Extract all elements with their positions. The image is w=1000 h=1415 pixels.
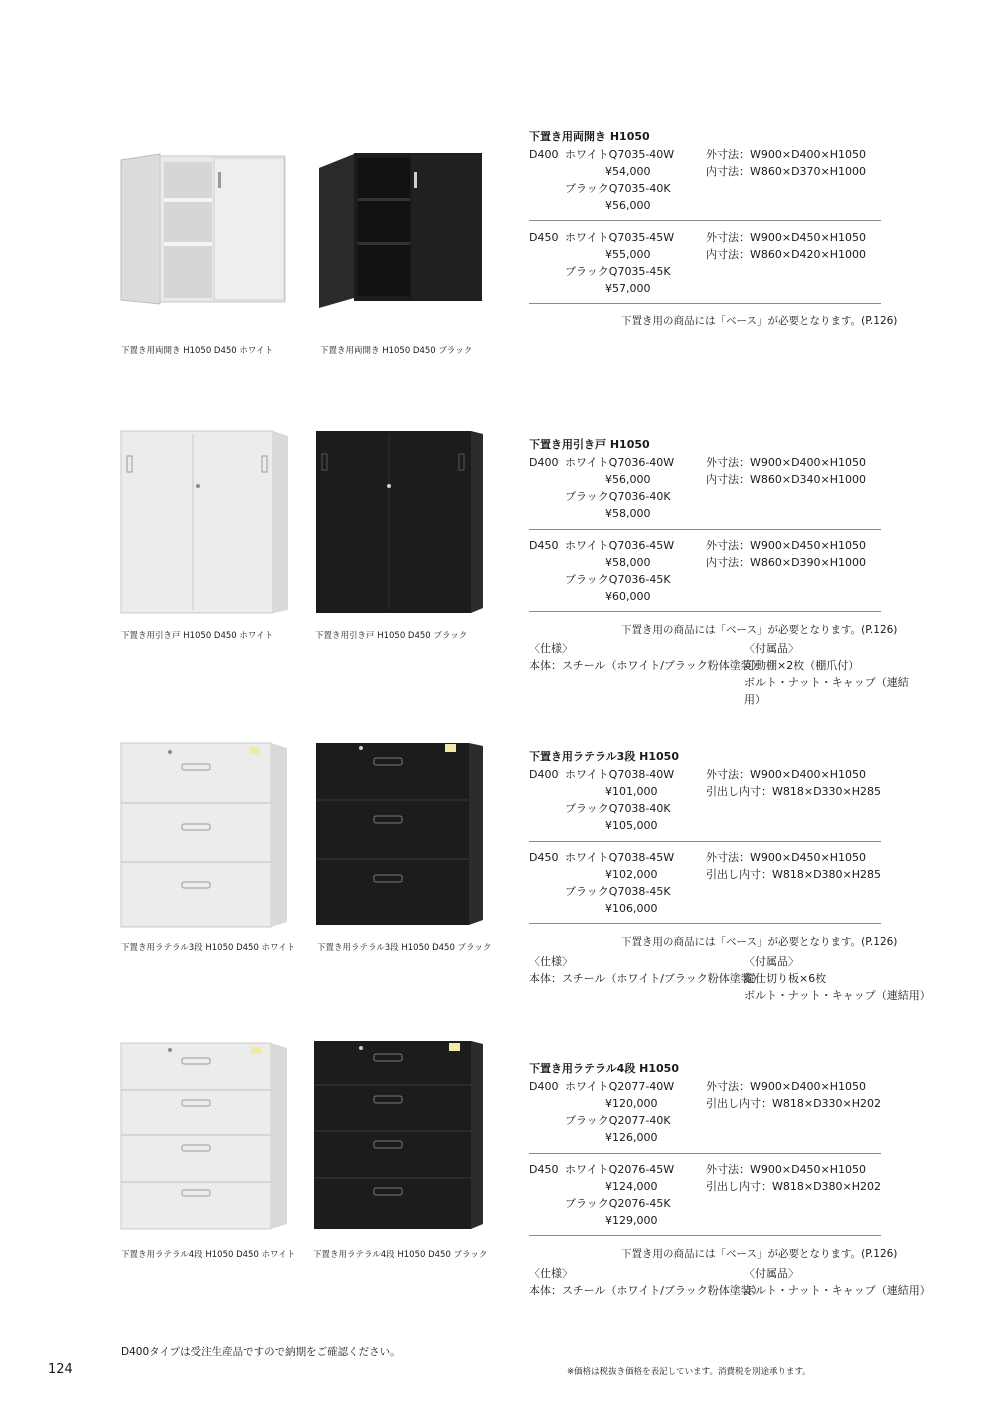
product-code: Q7036-40W (608, 456, 675, 469)
accessories-heading: 〈付属品〉 (744, 1267, 799, 1280)
price: ¥56,000 (605, 199, 651, 212)
outer-dimensions: 外寸法：W900×D400×H1050 (706, 456, 867, 469)
image-caption-white: 下置き用引き戸 H1050 D450 ホワイト (121, 631, 274, 641)
price: ¥126,000 (605, 1131, 658, 1144)
color-label-black: ブラック (565, 885, 609, 898)
color-label-black: ブラック (565, 1197, 609, 1210)
image-caption-white: 下置き用両開き H1050 D450 ホワイト (121, 346, 274, 356)
depth-label: D400 (529, 148, 559, 161)
spec-heading: 〈仕様〉 (529, 1267, 573, 1280)
base-required-note: 下置き用の商品には「ベース」が必要となります。(P.126) (621, 1248, 898, 1260)
product-image-lateral3-white (118, 740, 292, 930)
base-required-note: 下置き用の商品には「ベース」が必要となります。(P.126) (621, 936, 898, 948)
accessories-heading: 〈付属品〉 (744, 955, 799, 968)
price: ¥55,000 (605, 248, 651, 261)
inner-dimensions: 内寸法：W860×D370×H1000 (706, 165, 867, 178)
product-code: Q2077-40W (608, 1080, 675, 1093)
divider (529, 841, 881, 842)
inner-dimensions: 引出し内寸：W818×D380×H202 (706, 1180, 882, 1193)
inner-dimensions: 引出し内寸：W818×D330×H285 (706, 785, 882, 798)
product-code: Q7035-45W (608, 231, 675, 244)
depth-label: D450 (529, 231, 559, 244)
section-title: 下置き用ラテラル3段 H1050 (529, 750, 679, 763)
accessory-item: ボルト・ナット・キャップ（連結用） (744, 989, 931, 1002)
outer-dimensions: 外寸法：W900×D450×H1050 (706, 231, 867, 244)
divider (529, 529, 881, 530)
accessories-heading: 〈付属品〉 (744, 642, 799, 655)
color-label-white: ホワイト (565, 768, 609, 781)
product-code: Q7038-45K (608, 885, 671, 898)
color-label-white: ホワイト (565, 1080, 609, 1093)
price: ¥102,000 (605, 868, 658, 881)
price: ¥58,000 (605, 507, 651, 520)
image-caption-black: 下置き用ラテラル3段 H1050 D450 ブラック (317, 943, 492, 953)
product-code: Q2077-40K (608, 1114, 671, 1127)
divider (529, 1235, 881, 1236)
product-code: Q7038-45W (608, 851, 675, 864)
depth-label: D450 (529, 1163, 559, 1176)
product-image-double-door-black (316, 150, 486, 310)
accessory-item: 縦仕切り板×6枚 (744, 972, 827, 985)
color-label-white: ホワイト (565, 539, 609, 552)
price: ¥60,000 (605, 590, 651, 603)
product-code: Q7035-45K (608, 265, 671, 278)
color-label-black: ブラック (565, 490, 609, 503)
price: ¥57,000 (605, 282, 651, 295)
product-image-double-door-white (118, 150, 288, 310)
inner-dimensions: 内寸法：W860×D390×H1000 (706, 556, 867, 569)
price: ¥101,000 (605, 785, 658, 798)
price: ¥58,000 (605, 556, 651, 569)
accessory-item: 可動棚×2枚（棚爪付） (744, 659, 860, 672)
outer-dimensions: 外寸法：W900×D400×H1050 (706, 1080, 867, 1093)
color-label-white: ホワイト (565, 148, 609, 161)
price: ¥106,000 (605, 902, 658, 915)
color-label-black: ブラック (565, 573, 609, 586)
color-label-white: ホワイト (565, 456, 609, 469)
depth-label: D450 (529, 851, 559, 864)
tax-footnote: ※価格は税抜き価格を表記しています。消費税を別途承ります。 (567, 1367, 811, 1377)
base-required-note: 下置き用の商品には「ベース」が必要となります。(P.126) (621, 624, 898, 636)
inner-dimensions: 引出し内寸：W818×D330×H202 (706, 1097, 882, 1110)
image-caption-black: 下置き用両開き H1050 D450 ブラック (320, 346, 473, 356)
product-code: Q7036-45W (608, 539, 675, 552)
image-caption-black: 下置き用ラテラル4段 H1050 D450 ブラック (313, 1250, 488, 1260)
product-code: Q7038-40W (608, 768, 675, 781)
accessory-item: ボルト・ナット・キャップ（連結 (744, 676, 909, 689)
product-image-lateral4-black (311, 1038, 487, 1232)
product-code: Q7035-40W (608, 148, 675, 161)
image-caption-white: 下置き用ラテラル4段 H1050 D450 ホワイト (121, 1250, 296, 1260)
section-title: 下置き用両開き H1050 (529, 130, 650, 143)
image-caption-black: 下置き用引き戸 H1050 D450 ブラック (315, 631, 468, 641)
product-code: Q7038-40K (608, 802, 671, 815)
outer-dimensions: 外寸法：W900×D400×H1050 (706, 148, 867, 161)
price: ¥120,000 (605, 1097, 658, 1110)
spec-body: 本体：スチール（ホワイト/ブラック粉体塗装） (529, 659, 763, 672)
outer-dimensions: 外寸法：W900×D450×H1050 (706, 539, 867, 552)
color-label-white: ホワイト (565, 851, 609, 864)
section-title: 下置き用ラテラル4段 H1050 (529, 1062, 679, 1075)
depth-label: D400 (529, 456, 559, 469)
price: ¥54,000 (605, 165, 651, 178)
divider (529, 1153, 881, 1154)
price: ¥129,000 (605, 1214, 658, 1227)
product-image-sliding-door-white (118, 428, 292, 618)
price: ¥56,000 (605, 473, 651, 486)
depth-label: D400 (529, 1080, 559, 1093)
product-image-lateral4-white (118, 1040, 292, 1232)
inner-dimensions: 引出し内寸：W818×D380×H285 (706, 868, 882, 881)
outer-dimensions: 外寸法：W900×D450×H1050 (706, 1163, 867, 1176)
spec-body: 本体：スチール（ホワイト/ブラック粉体塗装） (529, 1284, 763, 1297)
inner-dimensions: 内寸法：W860×D420×H1000 (706, 248, 867, 261)
product-code: Q7036-40K (608, 490, 671, 503)
divider (529, 220, 881, 221)
base-required-note: 下置き用の商品には「ベース」が必要となります。(P.126) (621, 315, 898, 327)
outer-dimensions: 外寸法：W900×D400×H1050 (706, 768, 867, 781)
divider (529, 611, 881, 612)
divider (529, 923, 881, 924)
page-number: 124 (48, 1362, 73, 1377)
accessory-item: ボルト・ナット・キャップ（連結用） (744, 1284, 931, 1297)
depth-label: D450 (529, 539, 559, 552)
spec-heading: 〈仕様〉 (529, 642, 573, 655)
d400-order-note: D400タイプは受注生産品ですので納期をご確認ください。 (121, 1346, 401, 1358)
color-label-black: ブラック (565, 265, 609, 278)
divider (529, 303, 881, 304)
color-label-black: ブラック (565, 802, 609, 815)
spec-heading: 〈仕様〉 (529, 955, 573, 968)
section-title: 下置き用引き戸 H1050 (529, 438, 650, 451)
product-code: Q7036-45K (608, 573, 671, 586)
color-label-white: ホワイト (565, 231, 609, 244)
outer-dimensions: 外寸法：W900×D450×H1050 (706, 851, 867, 864)
product-code: Q2076-45W (608, 1163, 675, 1176)
depth-label: D400 (529, 768, 559, 781)
color-label-black: ブラック (565, 1114, 609, 1127)
spec-body: 本体：スチール（ホワイト/ブラック粉体塗装） (529, 972, 763, 985)
product-image-sliding-door-black (313, 428, 487, 618)
product-code: Q2076-45K (608, 1197, 671, 1210)
product-image-lateral3-black (313, 740, 487, 930)
image-caption-white: 下置き用ラテラル3段 H1050 D450 ホワイト (121, 943, 296, 953)
price: ¥124,000 (605, 1180, 658, 1193)
inner-dimensions: 内寸法：W860×D340×H1000 (706, 473, 867, 486)
color-label-white: ホワイト (565, 1163, 609, 1176)
product-code: Q7035-40K (608, 182, 671, 195)
price: ¥105,000 (605, 819, 658, 832)
accessory-item: 用） (744, 693, 766, 706)
color-label-black: ブラック (565, 182, 609, 195)
